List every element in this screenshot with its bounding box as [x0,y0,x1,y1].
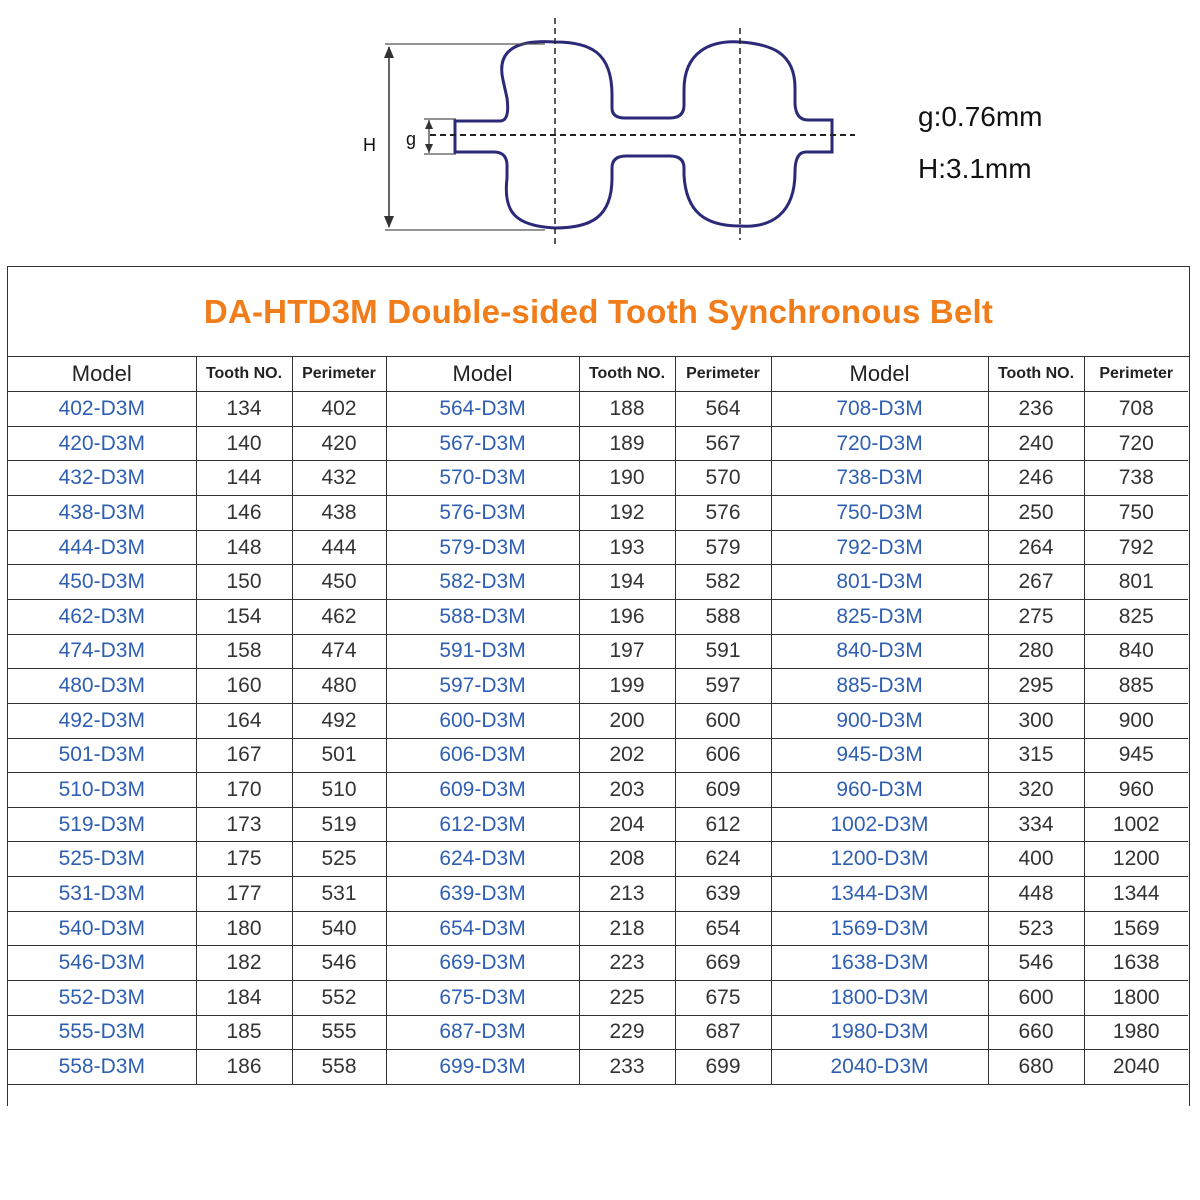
perimeter-cell: 519 [292,807,386,842]
perimeter-cell: 432 [292,461,386,496]
tooth-no-cell: 523 [988,911,1084,946]
table-row [8,1015,1188,1050]
model-cell: 885-D3M [771,669,988,704]
table-row [8,877,1188,912]
perimeter-cell: 501 [292,738,386,773]
model-cell: 624-D3M [386,842,579,877]
perimeter-cell: 606 [675,738,771,773]
model-cell: 675-D3M [386,981,579,1016]
perimeter-cell: 450 [292,565,386,600]
header-model: Model [771,357,988,392]
model-cell: 639-D3M [386,877,579,912]
perimeter-cell: 564 [675,392,771,427]
tooth-no-cell: 150 [196,565,292,600]
model-cell: 738-D3M [771,461,988,496]
belt-table [8,357,1188,1085]
model-cell: 432-D3M [8,461,196,496]
tooth-no-cell: 177 [196,877,292,912]
table-row [8,565,1188,600]
tooth-no-cell: 154 [196,599,292,634]
perimeter-cell: 945 [1084,738,1188,773]
model-cell: 1200-D3M [771,842,988,877]
perimeter-cell: 687 [675,1015,771,1050]
perimeter-cell: 1638 [1084,946,1188,981]
header-perimeter: Perimeter [1084,357,1188,392]
perimeter-cell: 624 [675,842,771,877]
table-title: DA-HTD3M Double-sided Tooth Synchronous Belt [203,292,994,330]
perimeter-cell: 750 [1084,496,1188,531]
perimeter-cell: 792 [1084,530,1188,565]
tooth-no-cell: 158 [196,634,292,669]
model-cell: 576-D3M [386,496,579,531]
perimeter-cell: 654 [675,911,771,946]
model-cell: 579-D3M [386,530,579,565]
tooth-no-cell: 680 [988,1050,1084,1085]
tooth-no-cell: 300 [988,703,1084,738]
model-cell: 510-D3M [8,773,196,808]
perimeter-cell: 570 [675,461,771,496]
table-row [8,392,1188,427]
perimeter-cell: 474 [292,634,386,669]
h-label: H [363,135,376,155]
perimeter-cell: 552 [292,981,386,1016]
perimeter-cell: 825 [1084,599,1188,634]
model-cell: 708-D3M [771,392,988,427]
perimeter-cell: 885 [1084,669,1188,704]
tooth-no-cell: 400 [988,842,1084,877]
tooth-no-cell: 134 [196,392,292,427]
tooth-no-cell: 144 [196,461,292,496]
model-cell: 492-D3M [8,703,196,738]
model-cell: 687-D3M [386,1015,579,1050]
tooth-no-cell: 194 [579,565,675,600]
perimeter-cell: 675 [675,981,771,1016]
perimeter-cell: 558 [292,1050,386,1085]
h-arrow-top [384,46,394,58]
g-arrow-top [425,120,433,129]
g-label: g [406,129,417,149]
model-cell: 1344-D3M [771,877,988,912]
tooth-no-cell: 189 [579,426,675,461]
perimeter-cell: 1344 [1084,877,1188,912]
table-row [8,703,1188,738]
tooth-no-cell: 197 [579,634,675,669]
header-perimeter: Perimeter [292,357,386,392]
perimeter-cell: 1980 [1084,1015,1188,1050]
tooth-no-cell: 448 [988,877,1084,912]
tooth-no-cell: 246 [988,461,1084,496]
table-body [8,392,1188,1085]
header-tooth-no: Tooth NO. [579,357,675,392]
perimeter-cell: 480 [292,669,386,704]
table-row [8,634,1188,669]
perimeter-cell: 576 [675,496,771,531]
perimeter-cell: 960 [1084,773,1188,808]
header-model: Model [386,357,579,392]
model-cell: 609-D3M [386,773,579,808]
perimeter-cell: 582 [675,565,771,600]
tooth-no-cell: 204 [579,807,675,842]
tooth-no-cell: 229 [579,1015,675,1050]
model-cell: 588-D3M [386,599,579,634]
tooth-no-cell: 186 [196,1050,292,1085]
tooth-no-cell: 218 [579,911,675,946]
perimeter-cell: 588 [675,599,771,634]
tooth-no-cell: 334 [988,807,1084,842]
model-cell: 792-D3M [771,530,988,565]
perimeter-cell: 2040 [1084,1050,1188,1085]
header-perimeter: Perimeter [675,357,771,392]
tooth-no-cell: 203 [579,773,675,808]
tooth-no-cell: 267 [988,565,1084,600]
model-cell: 801-D3M [771,565,988,600]
table-row [8,461,1188,496]
table-row [8,911,1188,946]
model-cell: 546-D3M [8,946,196,981]
spec-h-value: H:3.1mm [918,153,1032,184]
table-row [8,496,1188,531]
perimeter-cell: 555 [292,1015,386,1050]
tooth-no-cell: 233 [579,1050,675,1085]
perimeter-cell: 900 [1084,703,1188,738]
model-cell: 612-D3M [386,807,579,842]
tooth-no-cell: 173 [196,807,292,842]
model-cell: 558-D3M [8,1050,196,1085]
table-row [8,530,1188,565]
tooth-no-cell: 167 [196,738,292,773]
model-cell: 420-D3M [8,426,196,461]
tooth-no-cell: 200 [579,703,675,738]
model-cell: 597-D3M [386,669,579,704]
model-cell: 2040-D3M [771,1050,988,1085]
model-cell: 525-D3M [8,842,196,877]
tooth-no-cell: 320 [988,773,1084,808]
table-row [8,807,1188,842]
model-cell: 945-D3M [771,738,988,773]
table-row [8,1050,1188,1085]
model-cell: 564-D3M [386,392,579,427]
model-cell: 900-D3M [771,703,988,738]
perimeter-cell: 600 [675,703,771,738]
h-arrow-bottom [384,216,394,228]
model-cell: 570-D3M [386,461,579,496]
model-cell: 960-D3M [771,773,988,808]
perimeter-cell: 1200 [1084,842,1188,877]
tooth-no-cell: 236 [988,392,1084,427]
perimeter-cell: 609 [675,773,771,808]
model-cell: 1569-D3M [771,911,988,946]
model-cell: 552-D3M [8,981,196,1016]
table-title-row [8,267,1189,357]
tooth-no-cell: 184 [196,981,292,1016]
perimeter-cell: 1002 [1084,807,1188,842]
perimeter-cell: 591 [675,634,771,669]
perimeter-cell: 567 [675,426,771,461]
model-cell: 750-D3M [771,496,988,531]
header-tooth-no: Tooth NO. [988,357,1084,392]
tooth-no-cell: 315 [988,738,1084,773]
model-cell: 840-D3M [771,634,988,669]
perimeter-cell: 540 [292,911,386,946]
tooth-no-cell: 148 [196,530,292,565]
model-cell: 825-D3M [771,599,988,634]
model-cell: 1002-D3M [771,807,988,842]
model-cell: 480-D3M [8,669,196,704]
tooth-no-cell: 295 [988,669,1084,704]
tooth-no-cell: 182 [196,946,292,981]
tooth-no-cell: 146 [196,496,292,531]
tooth-no-cell: 202 [579,738,675,773]
tooth-no-cell: 185 [196,1015,292,1050]
g-arrow-bottom [425,144,433,153]
belt-table-frame [7,266,1190,1106]
perimeter-cell: 720 [1084,426,1188,461]
tooth-no-cell: 164 [196,703,292,738]
perimeter-cell: 738 [1084,461,1188,496]
tooth-no-cell: 175 [196,842,292,877]
model-cell: 1980-D3M [771,1015,988,1050]
perimeter-cell: 579 [675,530,771,565]
tooth-no-cell: 140 [196,426,292,461]
tooth-no-cell: 193 [579,530,675,565]
perimeter-cell: 492 [292,703,386,738]
tooth-no-cell: 600 [988,981,1084,1016]
table-row [8,773,1188,808]
table-row [8,842,1188,877]
header-tooth-no: Tooth NO. [196,357,292,392]
tooth-no-cell: 546 [988,946,1084,981]
perimeter-cell: 801 [1084,565,1188,600]
spec-g-value: g:0.76mm [918,101,1043,132]
tooth-no-cell: 660 [988,1015,1084,1050]
header-model: Model [8,357,196,392]
perimeter-cell: 597 [675,669,771,704]
table-row [8,669,1188,704]
perimeter-cell: 708 [1084,392,1188,427]
tooth-no-cell: 264 [988,530,1084,565]
table-row [8,599,1188,634]
model-cell: 567-D3M [386,426,579,461]
tooth-no-cell: 199 [579,669,675,704]
perimeter-cell: 1800 [1084,981,1188,1016]
tooth-no-cell: 192 [579,496,675,531]
model-cell: 606-D3M [386,738,579,773]
tooth-no-cell: 280 [988,634,1084,669]
perimeter-cell: 840 [1084,634,1188,669]
table-row [8,981,1188,1016]
model-cell: 450-D3M [8,565,196,600]
perimeter-cell: 531 [292,877,386,912]
tooth-no-cell: 275 [988,599,1084,634]
model-cell: 1800-D3M [771,981,988,1016]
tooth-no-cell: 160 [196,669,292,704]
tooth-no-cell: 208 [579,842,675,877]
model-cell: 600-D3M [386,703,579,738]
perimeter-cell: 1569 [1084,911,1188,946]
tooth-no-cell: 250 [988,496,1084,531]
tooth-no-cell: 223 [579,946,675,981]
table-row [8,426,1188,461]
tooth-no-cell: 180 [196,911,292,946]
table-row [8,946,1188,981]
model-cell: 540-D3M [8,911,196,946]
tooth-no-cell: 196 [579,599,675,634]
perimeter-cell: 462 [292,599,386,634]
perimeter-cell: 444 [292,530,386,565]
perimeter-cell: 438 [292,496,386,531]
model-cell: 444-D3M [8,530,196,565]
model-cell: 501-D3M [8,738,196,773]
model-cell: 462-D3M [8,599,196,634]
model-cell: 720-D3M [771,426,988,461]
perimeter-cell: 510 [292,773,386,808]
perimeter-cell: 420 [292,426,386,461]
model-cell: 555-D3M [8,1015,196,1050]
model-cell: 654-D3M [386,911,579,946]
perimeter-cell: 669 [675,946,771,981]
perimeter-cell: 402 [292,392,386,427]
perimeter-cell: 612 [675,807,771,842]
model-cell: 669-D3M [386,946,579,981]
model-cell: 582-D3M [386,565,579,600]
tooth-no-cell: 188 [579,392,675,427]
tooth-no-cell: 213 [579,877,675,912]
perimeter-cell: 546 [292,946,386,981]
table-header-row [8,357,1188,392]
tooth-no-cell: 190 [579,461,675,496]
model-cell: 474-D3M [8,634,196,669]
model-cell: 402-D3M [8,392,196,427]
model-cell: 438-D3M [8,496,196,531]
perimeter-cell: 639 [675,877,771,912]
model-cell: 519-D3M [8,807,196,842]
model-cell: 531-D3M [8,877,196,912]
model-cell: 591-D3M [386,634,579,669]
tooth-no-cell: 225 [579,981,675,1016]
model-cell: 1638-D3M [771,946,988,981]
tooth-no-cell: 170 [196,773,292,808]
perimeter-cell: 525 [292,842,386,877]
table-row [8,738,1188,773]
model-cell: 699-D3M [386,1050,579,1085]
tooth-no-cell: 240 [988,426,1084,461]
perimeter-cell: 699 [675,1050,771,1085]
